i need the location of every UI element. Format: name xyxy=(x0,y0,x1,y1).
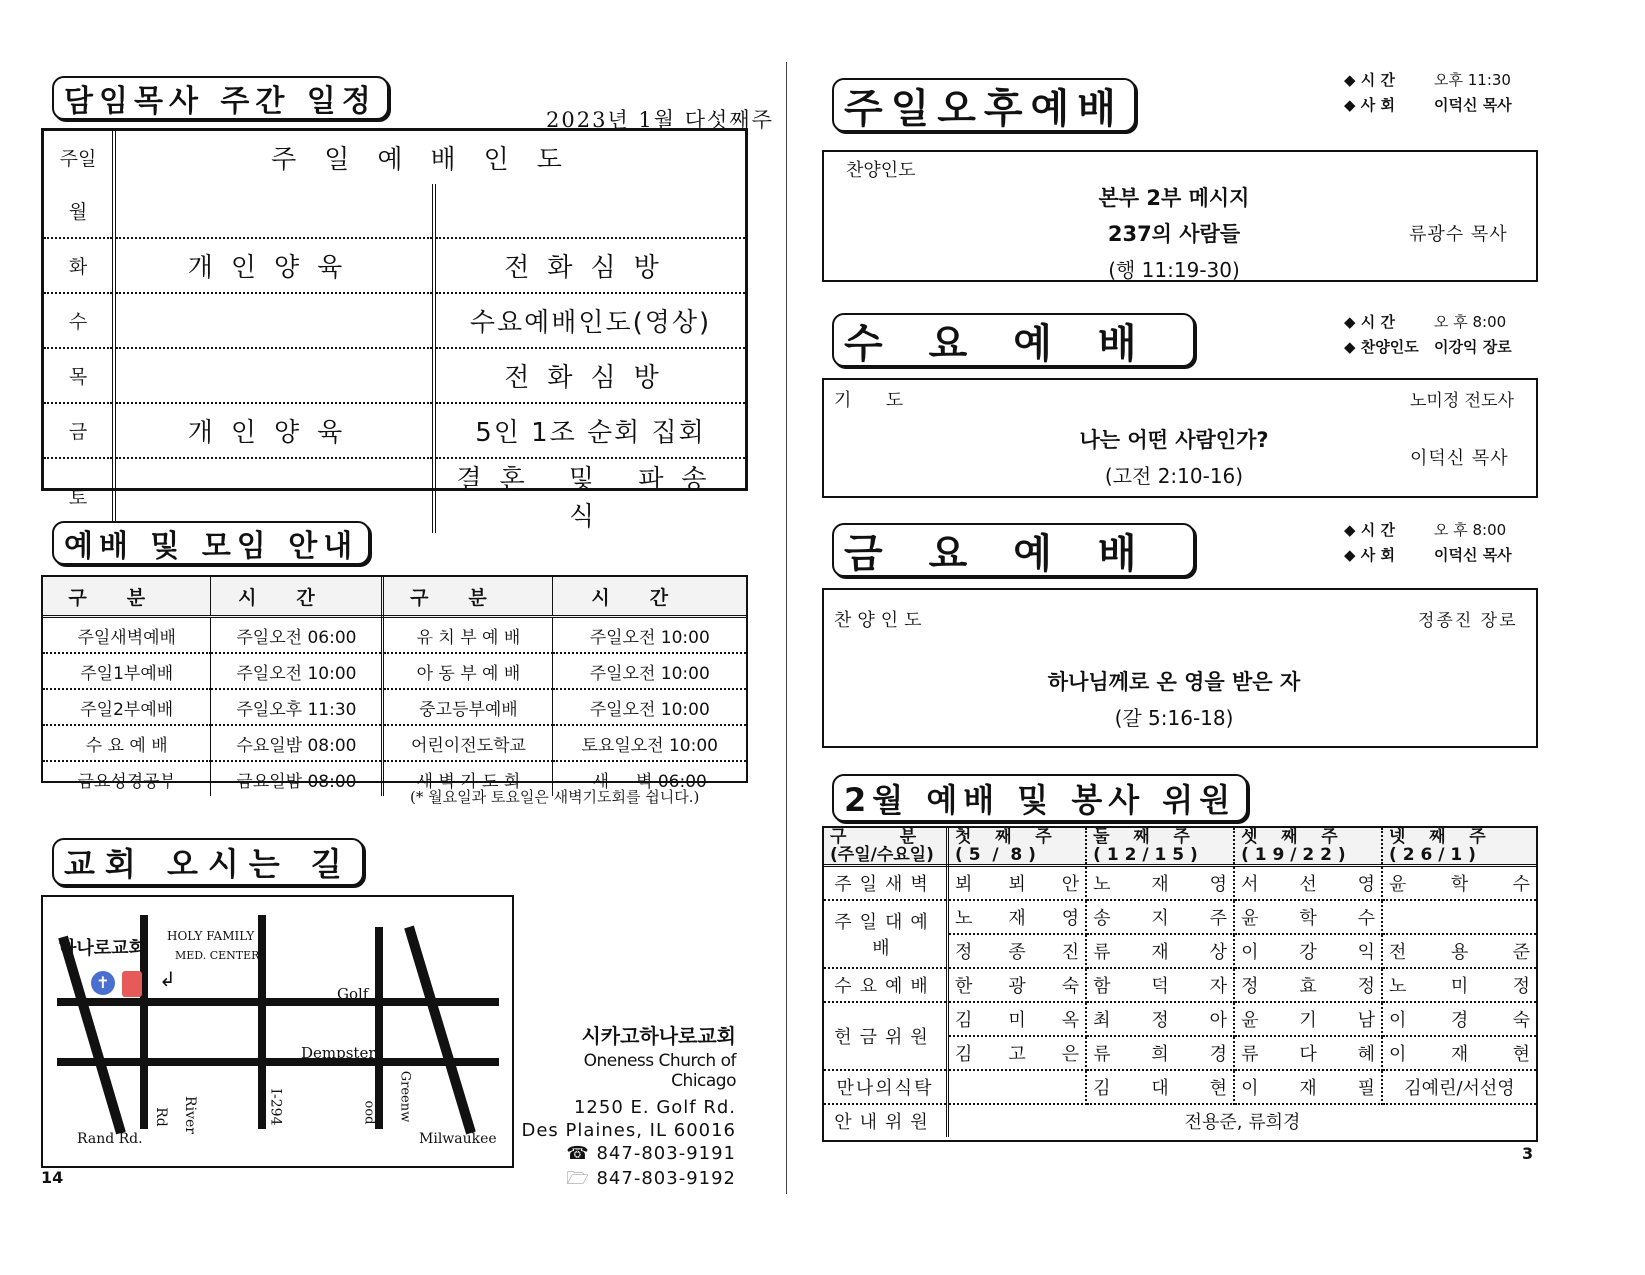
duty-cell xyxy=(1382,968,1536,1002)
duty-cell xyxy=(1086,900,1234,934)
duty-name: 류 재 상 xyxy=(1093,942,1228,963)
morning-task xyxy=(114,293,434,348)
duty-name: 노 미 정 xyxy=(1389,976,1530,997)
info-row: ◆ 사 회 이덕신 목사 xyxy=(1344,546,1512,564)
sunday-pm-title: 주일오후예배 xyxy=(832,78,1136,132)
duty-title: 2월 예배 및 봉사 위원 xyxy=(832,774,1248,822)
duty-name: 이 재 필 xyxy=(1241,1078,1375,1099)
duty-name: 윤 학 수 xyxy=(1389,874,1530,895)
schedule-title: 담임목사 주간 일정 xyxy=(52,76,389,120)
sunday-pm-info xyxy=(1344,68,1512,118)
duty-name: 함 덕 자 xyxy=(1093,976,1228,997)
duty-cell xyxy=(1086,866,1234,901)
address-line-1: 1250 E. Golf Rd. xyxy=(573,1097,736,1118)
day-label: 주일 xyxy=(44,131,114,184)
fax-row xyxy=(520,1166,736,1196)
afternoon-task: 전화심방 xyxy=(434,238,745,293)
week-header: 셋 째 주 ( 1 9 / 2 2 ) xyxy=(1234,828,1382,866)
services-cell: 주일2부예배 xyxy=(43,689,211,725)
duty-cell xyxy=(948,1036,1087,1070)
center-divider xyxy=(786,62,787,1194)
duty-row xyxy=(824,866,1536,901)
sermon-subtitle: 237의 사람들 xyxy=(1107,222,1241,246)
day-label: 화 xyxy=(44,238,114,293)
week-header: 첫 째 주 ( 5 / 8 ) xyxy=(948,828,1087,866)
duty-cell xyxy=(1086,1070,1234,1104)
services-cell: 어린이전도학교 xyxy=(383,725,553,761)
duty-table xyxy=(822,826,1538,1142)
schedule-row xyxy=(44,348,745,403)
duty-cell xyxy=(1382,900,1536,934)
duty-cell xyxy=(1234,1070,1382,1104)
services-cell: 주일오전 10:00 xyxy=(211,653,383,689)
schedule-row xyxy=(44,238,745,293)
wednesday-info xyxy=(1344,310,1512,360)
duty-name: 노 재 영 xyxy=(1093,874,1228,895)
duty-label: 주일대예배 xyxy=(824,900,948,968)
duty-cell xyxy=(1382,866,1536,901)
duty-name: 윤 학 수 xyxy=(1241,908,1375,929)
duty-cell xyxy=(1234,934,1382,968)
duty-cell xyxy=(1086,1002,1234,1036)
duty-label: 만나의식탁 xyxy=(824,1070,948,1104)
phone-icon: ☎ xyxy=(566,1143,590,1164)
wednesday-title: 수요예배 xyxy=(832,313,1195,367)
duty-row xyxy=(824,1104,1536,1137)
duty-label: 헌금위원 xyxy=(824,1002,948,1070)
week-header: 넷 째 주 ( 2 6 / 1 ) xyxy=(1382,828,1536,866)
services-header-cell: 구분 xyxy=(43,577,211,617)
milwaukee-label: Milwaukee xyxy=(419,1131,497,1147)
afternoon-task: 전화심방 xyxy=(434,348,745,403)
services-cell: 아 동 부 예 배 xyxy=(383,653,553,689)
address-line-2: Des Plaines, IL 60016 xyxy=(521,1120,736,1141)
services-cell: 주일오전 06:00 xyxy=(211,617,383,654)
duty-cell xyxy=(948,968,1087,1002)
day-label: 수 xyxy=(44,293,114,348)
duty-cell xyxy=(1382,934,1536,968)
phone-number: 847-803-9191 xyxy=(596,1143,736,1164)
duty-row xyxy=(824,900,1536,934)
info-row: ◆ 찬양인도 이강익 장로 xyxy=(1344,338,1512,356)
church-name-en: Oneness Church of Chicago xyxy=(583,1051,736,1091)
church-label: 하나로교회 xyxy=(59,938,146,959)
duty-cell xyxy=(948,1002,1087,1036)
praise-value: 정종진 장로 xyxy=(1418,611,1518,631)
turn-arrow-icon: ↲ xyxy=(159,967,176,991)
page-number-right: 3 xyxy=(1522,1144,1534,1163)
services-cell: 토요일오전 10:00 xyxy=(553,725,746,761)
duty-name: 전 용 준 xyxy=(1389,942,1530,963)
afternoon-task: 수요예배인도(영상) xyxy=(434,293,745,348)
river-label: River xyxy=(181,1096,198,1134)
hospital-label-2: MED. CENTER xyxy=(175,949,260,962)
duty-name: 노 재 영 xyxy=(955,908,1080,929)
services-row xyxy=(43,653,746,689)
usher-value: 전용준, 류희경 xyxy=(1184,1112,1301,1133)
i294-label: I-294 xyxy=(267,1088,284,1126)
morning-task xyxy=(114,184,434,238)
duty-name: 류 다 혜 xyxy=(1241,1044,1375,1065)
river-rd-label: Rd xyxy=(152,1107,169,1127)
services-cell: 수요일밤 08:00 xyxy=(211,725,383,761)
prayer-label: 기 도 xyxy=(834,390,904,411)
church-name-ko: 시카고하나로교회 xyxy=(581,1024,736,1048)
church-marker-icon: ✝ xyxy=(91,971,115,995)
info-row: ◆ 시 간 오 후 8:00 xyxy=(1344,521,1507,539)
scripture: (고전 2:10-16) xyxy=(1104,464,1244,488)
duty-name: 윤 기 남 xyxy=(1241,1010,1375,1031)
wednesday-box xyxy=(822,378,1538,498)
hospital-label-1: HOLY FAMILY xyxy=(167,929,255,943)
duty-cell xyxy=(1234,968,1382,1002)
services-table xyxy=(41,575,748,792)
duty-name: 김 대 현 xyxy=(1093,1078,1228,1099)
day-label: 토 xyxy=(44,458,114,533)
duty-label: 수요예배 xyxy=(824,968,948,1002)
services-note: (* 월요일과 토요일은 새벽기도회를 쉽니다.) xyxy=(410,788,700,806)
afternoon-task: 5인 1조 순회 집회 xyxy=(434,403,745,458)
services-title: 예배 및 모임 안내 xyxy=(52,521,370,565)
duty-name: 한 광 숙 xyxy=(955,976,1080,997)
praise-label: 찬양인도 xyxy=(834,610,928,631)
preacher: 이덕신 목사 xyxy=(1410,448,1509,469)
directions-title: 교회 오시는 길 xyxy=(52,838,364,886)
duty-cell xyxy=(948,866,1087,901)
services-cell: 유 치 부 예 배 xyxy=(383,617,553,654)
services-cell: 주일오전 10:00 xyxy=(553,689,746,725)
duty-name: 김 고 은 xyxy=(955,1044,1080,1065)
duty-name: 김 미 옥 xyxy=(955,1010,1080,1031)
greenwood-label: Greenw xyxy=(397,1070,413,1123)
services-header-cell: 구분 xyxy=(383,577,553,617)
preacher: 류광수 목사 xyxy=(1409,224,1508,245)
day-label: 월 xyxy=(44,184,114,238)
duty-header-cell: 구 분 (주일/수요일) xyxy=(824,828,948,866)
duty-cell xyxy=(1382,1002,1536,1036)
duty-cell xyxy=(948,900,1087,934)
schedule-row xyxy=(44,293,745,348)
duty-cell: 김예린/서선영 xyxy=(1382,1070,1536,1104)
dempster-label: Dempster xyxy=(301,1044,376,1062)
duty-cell xyxy=(1234,866,1382,901)
info-row: ◆ 사 회 이덕신 목사 xyxy=(1344,96,1512,114)
morning-task: 개인양육 xyxy=(114,403,434,458)
duty-cell xyxy=(1234,900,1382,934)
services-cell: 중고등부예배 xyxy=(383,689,553,725)
scripture: (행 11:19-30) xyxy=(1108,258,1240,282)
sunday-task: 주일예배인도 xyxy=(271,145,590,175)
rand-label: Rand Rd. xyxy=(77,1131,143,1147)
services-row xyxy=(43,689,746,725)
services-row xyxy=(43,617,746,654)
services-cell: 새 벽 기 도 회 xyxy=(383,761,553,796)
services-header xyxy=(43,577,746,617)
info-row: ◆ 시 간 오 후 8:00 xyxy=(1344,313,1507,331)
friday-title: 금요예배 xyxy=(832,523,1195,577)
duty-name: 정 종 진 xyxy=(955,942,1080,963)
page-number-left: 14 xyxy=(41,1168,64,1187)
sunday-pm-box xyxy=(822,150,1538,282)
duty-name: 류 희 경 xyxy=(1093,1044,1228,1065)
services-row xyxy=(43,725,746,761)
fax-number: 847-803-9192 xyxy=(596,1168,736,1189)
sermon-title: 하나님께로 온 영을 받은 자 xyxy=(1047,670,1301,694)
duty-label: 안내위원 xyxy=(824,1104,948,1137)
duty-cell xyxy=(1234,1002,1382,1036)
services-cell: 주일오전 10:00 xyxy=(553,653,746,689)
folder-icon: 🗁 xyxy=(566,1168,590,1189)
services-cell: 새 벽 06:00 xyxy=(592,771,707,792)
duty-cell xyxy=(1234,1036,1382,1070)
greenwood-ood-label: ood xyxy=(361,1100,377,1125)
duty-name: 이 재 현 xyxy=(1389,1044,1530,1065)
duty-cell xyxy=(1382,1036,1536,1070)
duty-name: 이 강 익 xyxy=(1241,942,1375,963)
worship-leader-label: 찬양인도 xyxy=(846,160,916,181)
duty-label: 주일새벽 xyxy=(824,866,948,901)
duty-header xyxy=(824,828,1536,866)
friday-info xyxy=(1344,518,1512,568)
services-cell: 주일오전 10:00 xyxy=(553,617,746,654)
prayer-value: 노미정 전도사 xyxy=(1410,391,1514,411)
hospital-marker-icon xyxy=(122,971,142,997)
sermon-title: 본부 2부 메시지 xyxy=(1098,186,1250,210)
duty-cell xyxy=(948,934,1087,968)
duty-name: 정 효 정 xyxy=(1241,976,1375,997)
duty-name: 이 경 숙 xyxy=(1389,1010,1530,1031)
duty-cell xyxy=(1086,1036,1234,1070)
week-header: 둘 째 주 ( 1 2 / 1 5 ) xyxy=(1086,828,1234,866)
duty-row xyxy=(824,1002,1536,1036)
services-cell: 주일1부예배 xyxy=(43,653,211,689)
schedule-row xyxy=(44,184,745,238)
map xyxy=(41,895,514,1168)
duty-name: 서 선 영 xyxy=(1241,874,1375,895)
schedule-date: 2023년 1월 다섯째주 xyxy=(546,108,774,132)
info-row: ◆ 시 간 오후 11:30 xyxy=(1344,71,1511,89)
morning-task xyxy=(114,348,434,403)
friday-box xyxy=(822,588,1538,748)
sermon-title: 나는 어떤 사람인가? xyxy=(1079,428,1269,452)
golf-label: Golf xyxy=(337,985,369,1003)
services-cell: 주일새벽예배 xyxy=(43,617,211,654)
services-cell: 금요일밤 08:00 xyxy=(211,761,383,796)
duty-name: 뵈 뵈 안 xyxy=(955,874,1080,895)
weekly-schedule-table xyxy=(41,128,748,532)
duty-name: 최 정 아 xyxy=(1093,1010,1228,1031)
church-info xyxy=(520,1020,736,1196)
services-cell: 수 요 예 배 xyxy=(43,725,211,761)
duty-cell xyxy=(1086,934,1234,968)
day-label: 금 xyxy=(44,403,114,458)
phone-row xyxy=(520,1143,736,1164)
duty-row xyxy=(824,1070,1536,1104)
afternoon-task: 결혼 및 파송식 xyxy=(456,465,725,532)
services-header-cell: 시간 xyxy=(553,577,746,617)
day-label: 목 xyxy=(44,348,114,403)
duty-cell xyxy=(1086,968,1234,1002)
services-cell: 금요성경공부 xyxy=(43,761,211,796)
duty-row xyxy=(824,968,1536,1002)
services-cell: 주일오후 11:30 xyxy=(211,689,383,725)
afternoon-task xyxy=(434,184,745,238)
scripture: (갈 5:16-18) xyxy=(1114,706,1234,730)
morning-task: 개인양육 xyxy=(114,238,434,293)
duty-name: 송 지 주 xyxy=(1093,908,1228,929)
duty-cell xyxy=(948,1070,1087,1104)
services-header-cell: 시간 xyxy=(211,577,383,617)
schedule-row xyxy=(44,403,745,458)
